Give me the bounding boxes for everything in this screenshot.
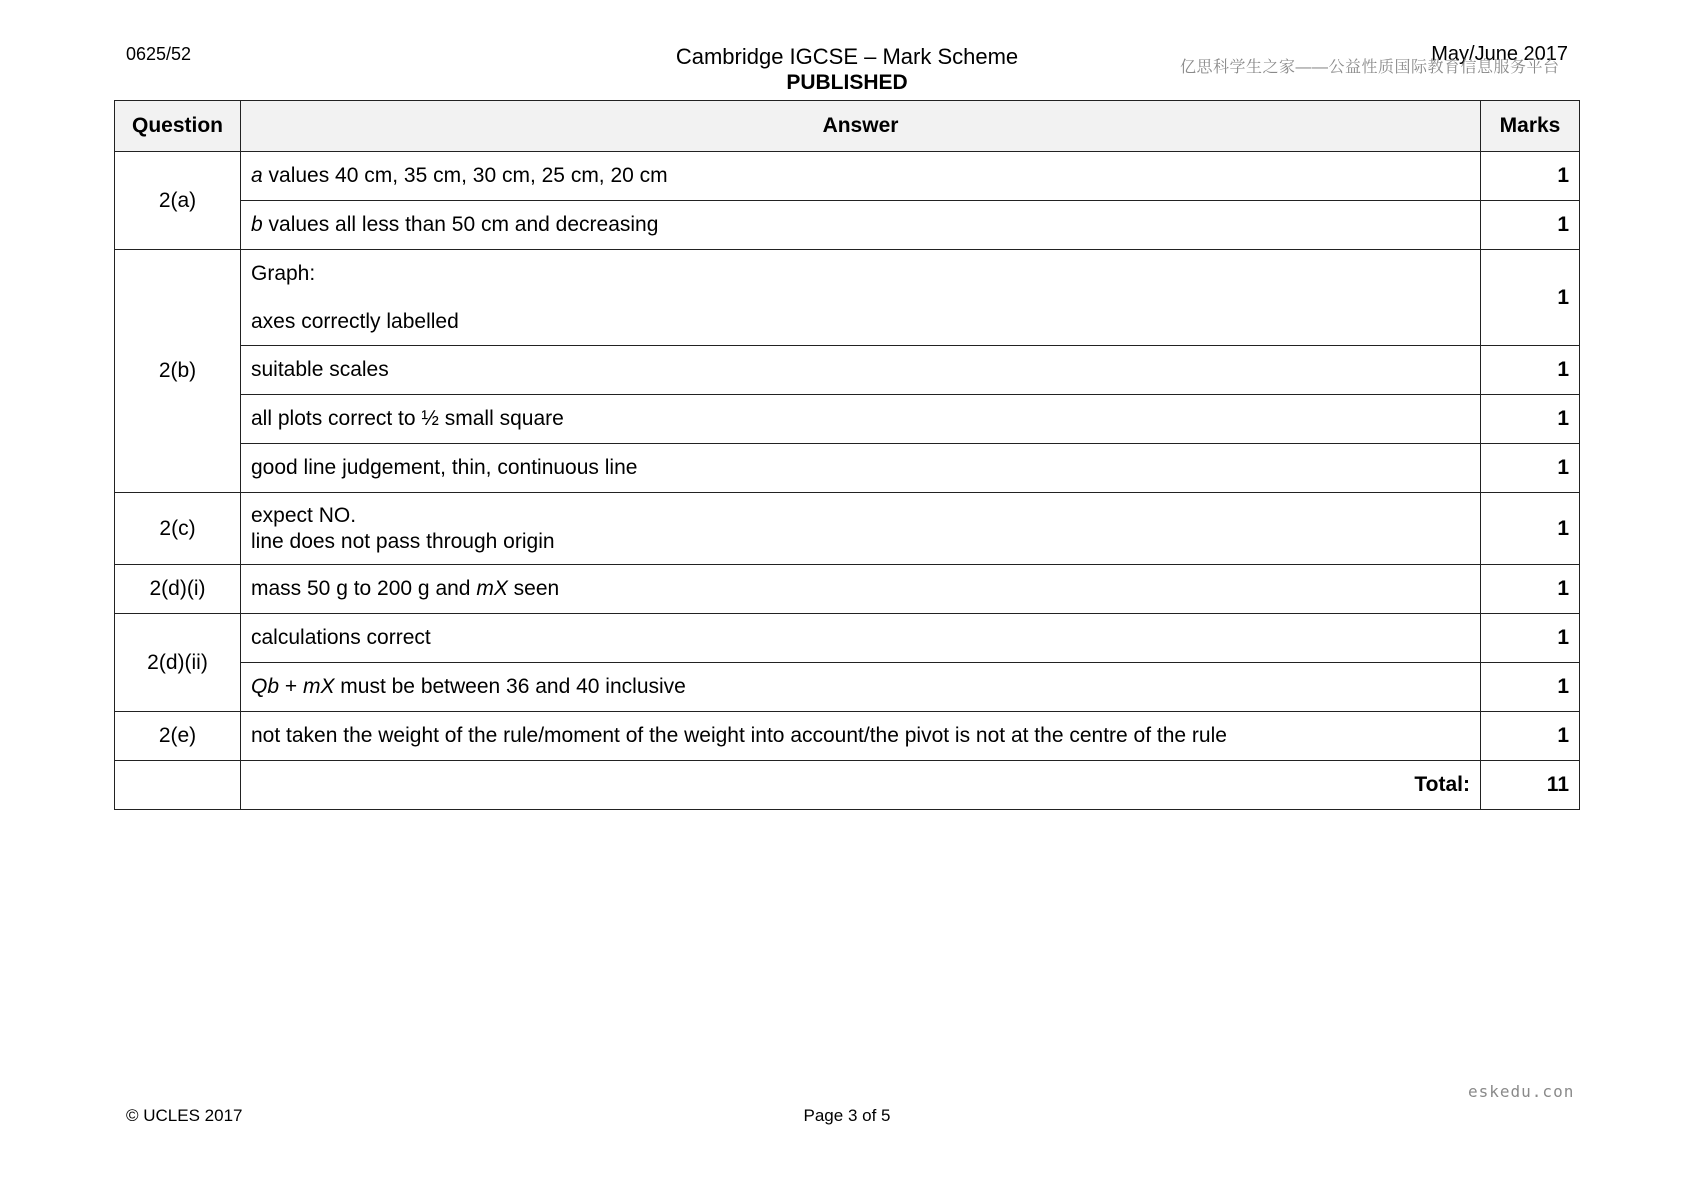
published-label: PUBLISHED — [786, 71, 908, 94]
answer-cell: suitable scales — [241, 346, 1481, 395]
table-row — [115, 663, 1580, 712]
mark-cell: 1 — [1481, 712, 1580, 761]
answer-column-header: Answer — [241, 101, 1481, 152]
table-row — [115, 493, 1580, 565]
document-title: Cambridge IGCSE – Mark Scheme — [675, 44, 1019, 69]
answer-variable: a — [251, 164, 263, 187]
answer-cell — [241, 250, 1481, 346]
table-row — [115, 201, 1580, 250]
answer-text: seen — [507, 577, 560, 600]
answer-cell — [241, 152, 1481, 201]
mark-cell: 1 — [1481, 201, 1580, 250]
empty-cell — [115, 761, 241, 810]
total-value: 11 — [1481, 761, 1580, 810]
marks-column-header: Marks — [1481, 101, 1580, 152]
answer-cell: good line judgement, thin, continuous line — [241, 444, 1481, 493]
answer-heading: Graph: — [251, 261, 316, 285]
answer-text: values 40 cm, 35 cm, 30 cm, 25 cm, 20 cm — [262, 164, 668, 187]
table-row — [115, 614, 1580, 663]
table-row — [115, 444, 1580, 493]
answer-cell: not taken the weight of the rule/moment of the weight into account/the pivot is not at the centre of the rule — [241, 712, 1481, 761]
mark-cell: 1 — [1481, 565, 1580, 614]
question-number: 2(d)(ii) — [115, 614, 241, 712]
mark-cell: 1 — [1481, 614, 1580, 663]
table-row — [115, 152, 1580, 201]
answer-cell — [241, 201, 1481, 250]
site-watermark: eskedu.con — [1468, 1082, 1575, 1101]
table-row — [115, 712, 1580, 761]
answer-variable: mX — [476, 577, 508, 600]
mark-cell: 1 — [1481, 493, 1580, 565]
answer-cell: all plots correct to ½ small square — [241, 395, 1481, 444]
answer-text: line does not pass through origin — [251, 529, 555, 553]
table-row — [115, 395, 1580, 444]
paper-code: 0625/52 — [126, 44, 192, 64]
total-label: Total: — [241, 761, 1481, 810]
answer-cell — [241, 663, 1481, 712]
question-number: 2(c) — [115, 493, 241, 565]
question-number: 2(e) — [115, 712, 241, 761]
mark-cell: 1 — [1481, 444, 1580, 493]
answer-operator: + — [279, 675, 303, 698]
table-row — [115, 250, 1580, 346]
mark-cell: 1 — [1481, 346, 1580, 395]
watermark-text: 亿思科学生之家——公益性质国际教育信息服务平台 — [1180, 59, 1560, 76]
page-number: Page 3 of 5 — [803, 1106, 891, 1125]
mark-scheme-table — [114, 100, 1580, 810]
answer-text: must be between 36 and 40 inclusive — [334, 675, 686, 698]
answer-variable: mX — [302, 675, 335, 698]
answer-text: expect NO. — [251, 503, 357, 527]
answer-cell — [241, 565, 1481, 614]
answer-variable: b — [251, 213, 263, 236]
copyright: © UCLES 2017 — [126, 1106, 243, 1125]
answer-text: axes correctly labelled — [251, 309, 459, 333]
answer-variable: Qb — [251, 675, 280, 698]
answer-text: values all less than 50 cm and decreasing — [262, 213, 659, 236]
mark-cell: 1 — [1481, 152, 1580, 201]
mark-cell: 1 — [1481, 395, 1580, 444]
question-number: 2(a) — [115, 152, 241, 250]
total-row — [115, 761, 1580, 810]
question-number: 2(d)(i) — [115, 565, 241, 614]
answer-cell — [241, 493, 1481, 565]
mark-cell: 1 — [1481, 663, 1580, 712]
table-row — [115, 346, 1580, 395]
answer-text: mass 50 g to 200 g and — [251, 577, 477, 600]
question-column-header: Question — [115, 101, 241, 152]
question-number: 2(b) — [115, 250, 241, 493]
table-row — [115, 565, 1580, 614]
answer-cell: calculations correct — [241, 614, 1481, 663]
table-header-row — [115, 101, 1580, 152]
mark-cell: 1 — [1481, 250, 1580, 346]
exam-session: May/June 2017 — [1431, 43, 1568, 65]
